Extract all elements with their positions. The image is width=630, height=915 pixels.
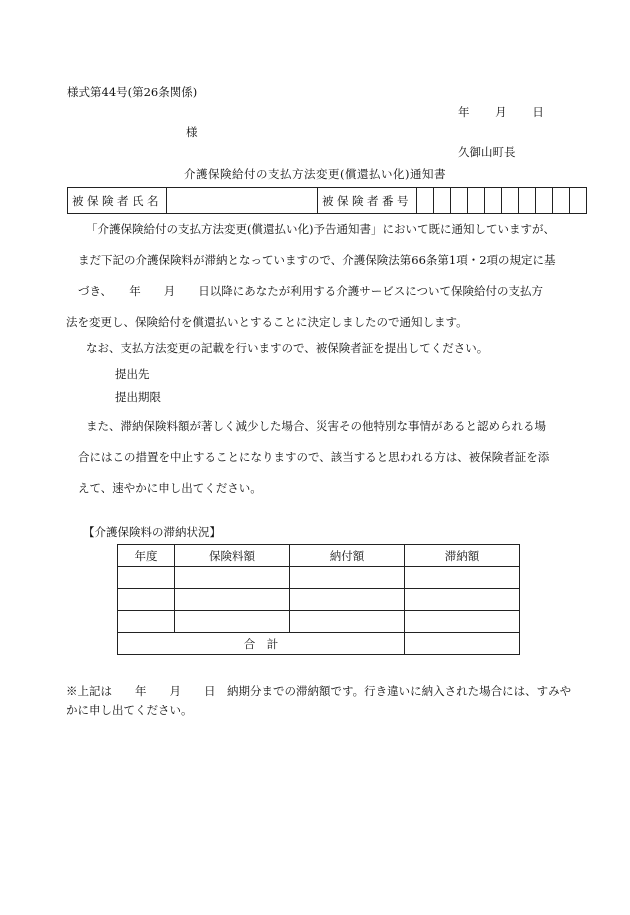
table-row [118, 567, 520, 589]
arrears-table [117, 544, 520, 655]
insured-number-box[interactable] [434, 188, 451, 214]
col-header-arrears: 滞納額 [405, 545, 520, 567]
date-month: 月 [495, 105, 507, 119]
table-cell[interactable] [118, 589, 175, 611]
document-title: 介護保険給付の支払方法変更(償還払い化)通知書 [184, 167, 446, 181]
submission-place: 提出先 [115, 367, 150, 381]
notice-paragraph-1 [66, 214, 576, 338]
date-year: 年 [458, 105, 470, 119]
table-cell[interactable] [290, 589, 405, 611]
insured-id-table [67, 187, 587, 214]
paragraph-line: 「介護保険給付の支払方法変更(償還払い化)予告通知書」において既に通知していますが、 [86, 222, 555, 236]
table-cell[interactable] [405, 567, 520, 589]
arrears-section-title: 【介護保険料の滞納状況】 [83, 525, 221, 539]
footnote: ※上記は 年 月 日 納期分までの滞納額です。行き違いに納入された場合には、すみやかに申し出てください。 [66, 684, 572, 717]
insured-number-box[interactable] [502, 188, 519, 214]
insured-number-box[interactable] [553, 188, 570, 214]
paragraph-line: また、滞納保険料額が著しく減少した場合、災害その他特別な事情があると認められる場 [86, 419, 546, 433]
paragraph-line: えて、速やかに申し出てください。 [78, 481, 262, 495]
date-day: 日 [532, 105, 544, 119]
arrears-header-row [118, 545, 520, 567]
table-cell[interactable] [175, 567, 290, 589]
paragraph-line: 法を変更し、保険給付を償還払いとすることに決定しましたので通知します。 [66, 315, 468, 329]
table-cell[interactable] [118, 567, 175, 589]
insured-number-box[interactable] [451, 188, 468, 214]
total-label: 合 計 [118, 633, 405, 655]
col-header-fiscal-year: 年度 [118, 545, 175, 567]
insured-number-label: 被保険者番号 [318, 188, 417, 214]
col-header-premium: 保険料額 [175, 545, 290, 567]
submission-deadline: 提出期限 [115, 390, 161, 404]
insured-number-box[interactable] [536, 188, 553, 214]
table-cell[interactable] [290, 567, 405, 589]
table-cell[interactable] [175, 589, 290, 611]
table-cell[interactable] [405, 589, 520, 611]
insured-number-box[interactable] [485, 188, 502, 214]
paragraph-line: 合にはこの措置を中止することになりますので、該当すると思われる方は、被保険者証を添 [78, 450, 550, 464]
paragraph-line: まだ下記の介護保険料が滞納となっていますので、介護保険法第66条第1項・2項の規定に基 [78, 253, 556, 267]
paragraph-line: づき、 年 月 日以降にあなたが利用する介護サービスについて保険給付の支払方 [78, 284, 544, 298]
table-cell[interactable] [290, 611, 405, 633]
notice-paragraph-2: なお、支払方法変更の記載を行いますので、被保険者証を提出してください。 [86, 341, 489, 355]
col-header-paid: 納付額 [290, 545, 405, 567]
form-number: 様式第44号(第26条関係) [67, 85, 198, 99]
insured-number-box[interactable] [417, 188, 434, 214]
insured-number-box[interactable] [468, 188, 485, 214]
table-cell[interactable] [405, 611, 520, 633]
issuer-name: 久御山町長 [458, 145, 516, 159]
table-row [118, 589, 520, 611]
insured-number-box[interactable] [570, 188, 587, 214]
notice-paragraph-3 [66, 411, 576, 504]
addressee: 様 [186, 125, 198, 139]
table-row [118, 611, 520, 633]
table-cell[interactable] [118, 611, 175, 633]
insured-name-field[interactable] [167, 188, 318, 214]
total-amount-cell[interactable] [405, 633, 520, 655]
insured-name-label: 被保険者氏名 [68, 188, 167, 214]
table-cell[interactable] [175, 611, 290, 633]
total-row [118, 633, 520, 655]
issue-date [458, 104, 566, 120]
insured-number-box[interactable] [519, 188, 536, 214]
